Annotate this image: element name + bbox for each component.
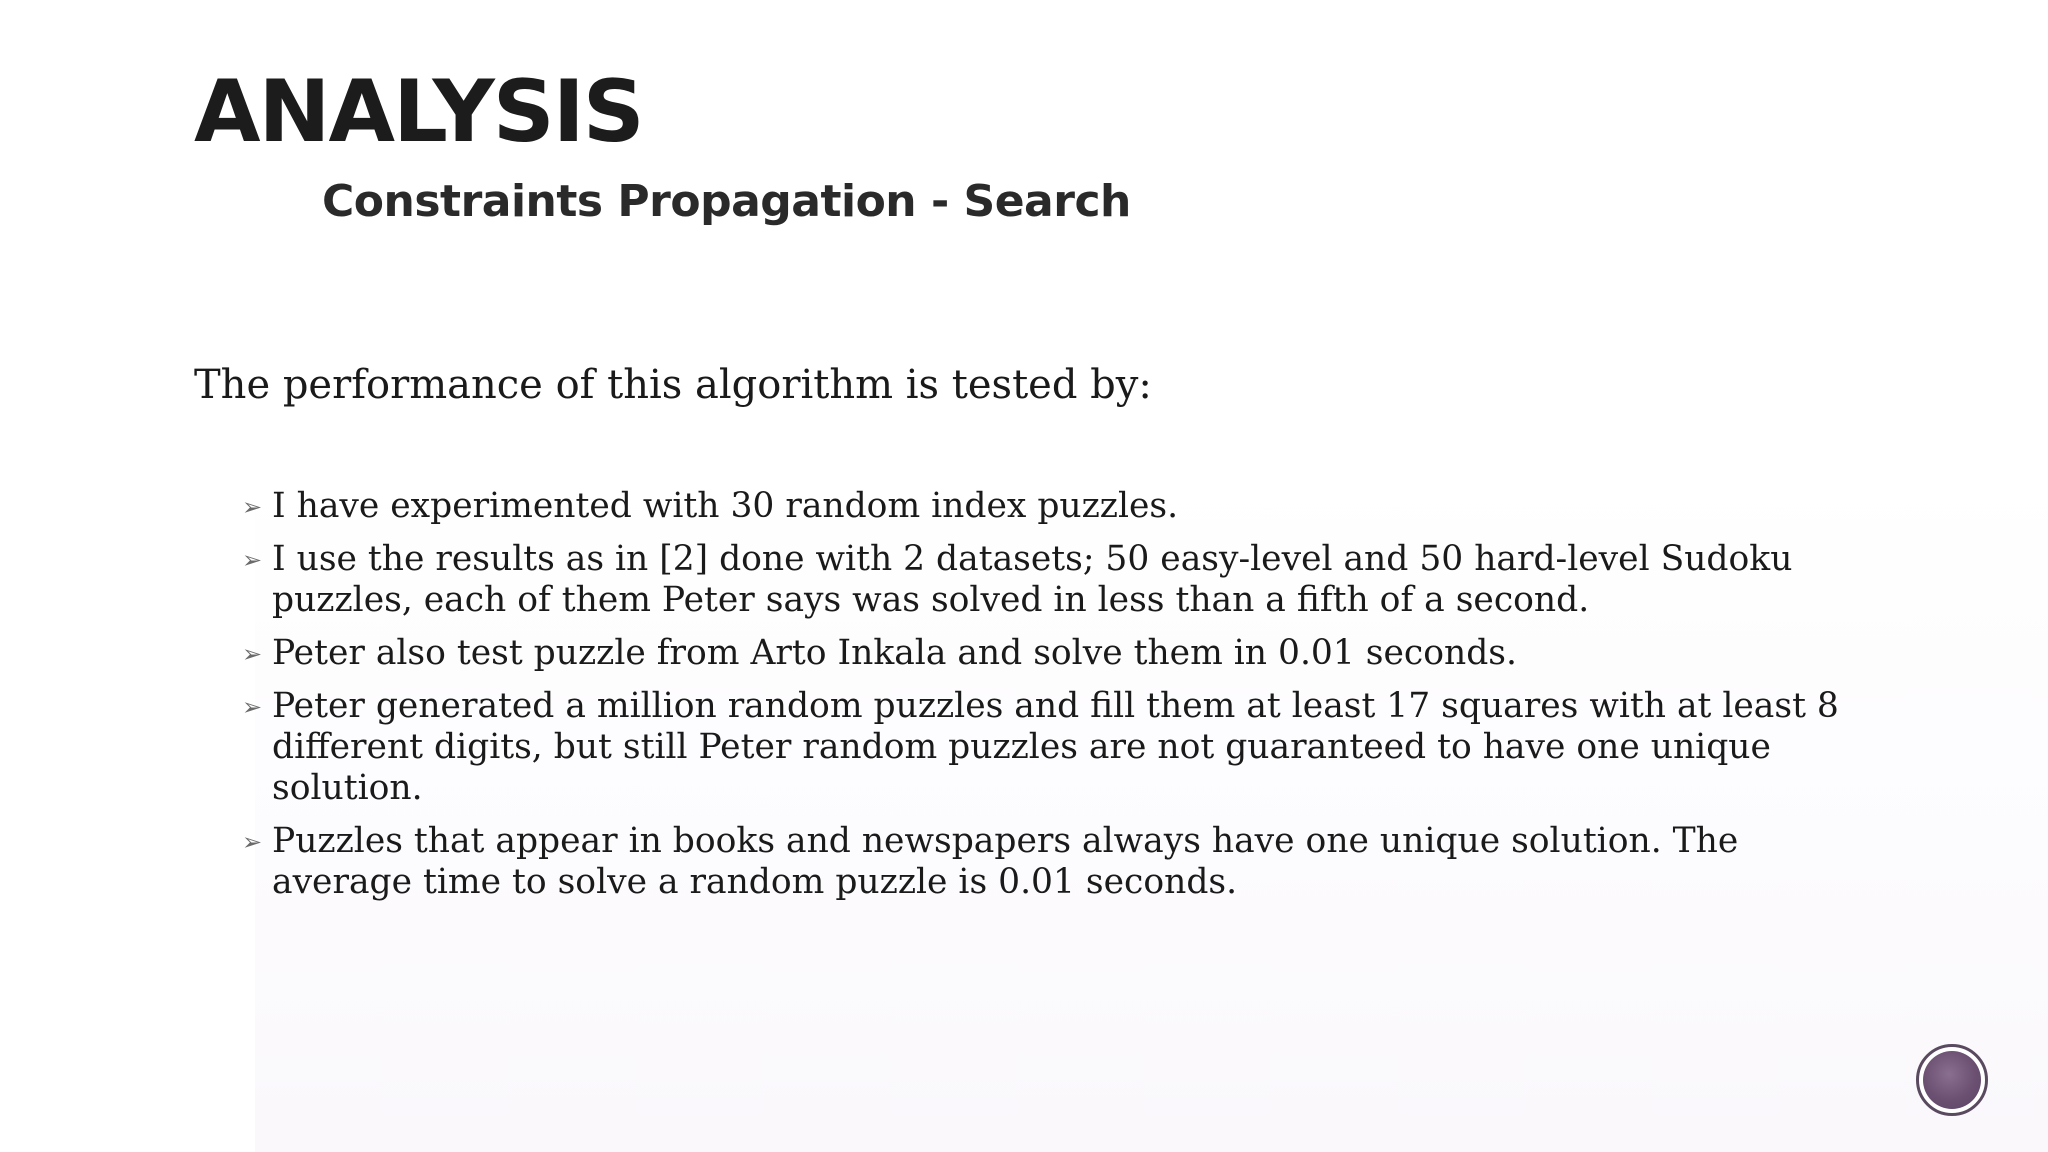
- circle-icon: [1923, 1051, 1981, 1109]
- slide-subtitle: Constraints Propagation - Search: [322, 176, 1131, 227]
- arrow-right-icon: ➢: [242, 693, 263, 721]
- arrow-right-icon: ➢: [242, 828, 263, 856]
- arrow-right-icon: ➢: [242, 493, 263, 521]
- slide-nav-button[interactable]: [1916, 1044, 1988, 1116]
- bullet-list: [242, 486, 1882, 915]
- list-item: [242, 539, 1882, 621]
- list-item: [242, 486, 1882, 527]
- bullet-text: Peter also test puzzle from Arto Inkala and solve them in 0.01 seconds.: [272, 633, 1517, 673]
- arrow-right-icon: ➢: [242, 546, 263, 574]
- bullet-text: I use the results as in [2] done with 2 datasets; 50 easy-level and 50 hard-level Sudoku puzzles, each of them Peter says was solved in less than a fifth of a second.: [272, 539, 1793, 620]
- bullet-text: Peter generated a million random puzzles and fill them at least 17 squares with at least 8 different digits, but still Peter random puzzles are not guaranteed to have one unique solution.: [272, 686, 1839, 808]
- arrow-right-icon: ➢: [242, 640, 263, 668]
- list-item: [242, 633, 1882, 674]
- slide-title: ANALYSIS: [194, 62, 643, 162]
- bullet-text: I have experimented with 30 random index puzzles.: [272, 486, 1179, 526]
- list-item: [242, 821, 1882, 903]
- intro-text: The performance of this algorithm is tested by:: [194, 362, 1152, 408]
- bullet-text: Puzzles that appear in books and newspapers always have one unique solution. The average time to solve a random puzzle is 0.01 seconds.: [272, 821, 1739, 902]
- list-item: [242, 686, 1882, 809]
